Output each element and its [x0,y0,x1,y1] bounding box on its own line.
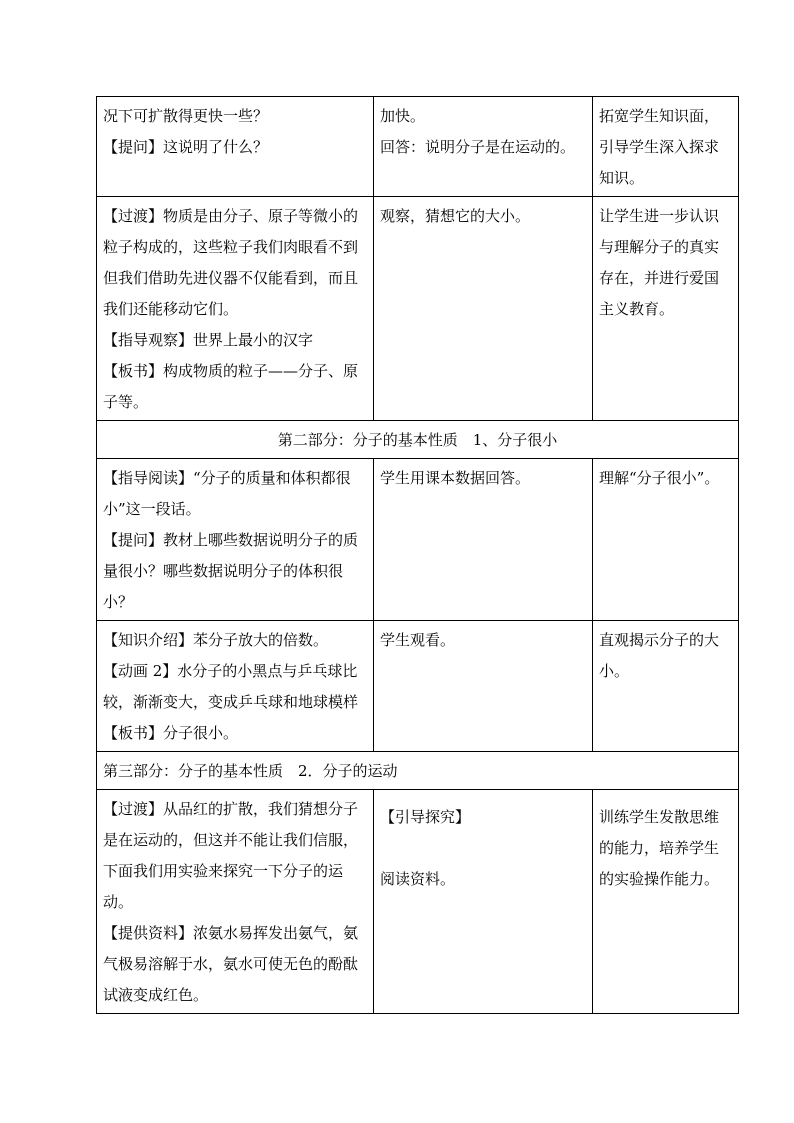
cell-text: 观察，猜想它的大小。 [380,207,531,225]
cell-text: 直观揭示分子的大小。 [599,631,720,680]
cell-text: 【过渡】从品红的扩散，我们猜想分子是在运动的，但这并不能让我们信服，下面我们用实验来探究一下分子的运动。 [103,800,359,911]
teacher-activity-cell [97,790,374,1014]
lesson-plan-table [96,96,739,1014]
section-heading: 第三部分：分子的基本性质 2．分子的运动 [97,752,739,790]
design-intent-cell [593,790,739,1014]
table-row [97,621,739,752]
design-intent-cell [593,197,739,421]
cell-text: 【提问】教材上哪些数据说明分子的质量很小？哪些数据说明分子的体积很小？ [103,531,359,611]
table-row [97,421,739,459]
cell-text: 【动画 2】水分子的小黑点与乒乓球比较，渐渐变大，变成乒乓球和地球模样 [103,662,359,711]
student-activity-cell [374,97,593,197]
cell-text: 回答：说明分子是在运动的。 [380,138,576,156]
teacher-activity-cell [97,459,374,621]
design-intent-cell [593,621,739,752]
spacer [599,794,732,802]
cell-text: 阅读资料。 [380,870,456,888]
cell-text: 拓宽学生知识面，引导学生深入探求知识。 [599,107,720,187]
table-row [97,790,739,1014]
table-row [97,459,739,621]
student-activity-cell [374,197,593,421]
cell-text: 【板书】构成物质的粒子——分子、原子等。 [103,362,359,411]
cell-text: 加快。 [380,107,426,125]
student-activity-cell [374,621,593,752]
design-intent-cell [593,459,739,621]
student-activity-cell [374,459,593,621]
table-row [97,97,739,197]
spacer [380,794,586,802]
cell-text: 【提供资料】浓氨水易挥发出氨气，氨气极易溶解于水，氨水可使无色的酚酞试液变成红色。 [103,924,359,1004]
cell-text: 【提问】这说明了什么？ [103,138,269,156]
teacher-activity-cell [97,197,374,421]
cell-text: 况下可扩散得更快一些？ [103,107,269,125]
teacher-activity-cell [97,621,374,752]
student-activity-cell [374,790,593,1014]
cell-text: 让学生进一步认识与理解分子的真实存在，并进行爱国主义教育。 [599,207,720,318]
cell-text: 【指导阅读】“分子的质量和体积都很小”这一段话。 [103,469,351,518]
cell-text: 学生用课本数据回答。 [380,469,531,487]
cell-text: 【指导观察】世界上最小的汉字 [103,331,314,349]
cell-text: 训练学生发散思维的能力，培养学生的实验操作能力。 [599,808,720,888]
section-heading: 第二部分：分子的基本性质 1、分子很小 [97,421,739,459]
cell-text: 【知识介绍】苯分子放大的倍数。 [103,631,329,649]
teacher-activity-cell [97,97,374,197]
table-row [97,752,739,790]
design-intent-cell [593,97,739,197]
cell-text: 学生观看。 [380,631,456,649]
table-row [97,197,739,421]
cell-text: 【过渡】物质是由分子、原子等微小的粒子构成的，这些粒子我们肉眼看不到但我们借助先进仪器不仅能看到，而且我们还能移动它们。 [103,207,359,318]
cell-text: 【引导探究】 [380,808,471,826]
cell-text: 【板书】分子很小。 [103,724,239,742]
cell-text: 理解“分子很小”。 [599,469,720,487]
